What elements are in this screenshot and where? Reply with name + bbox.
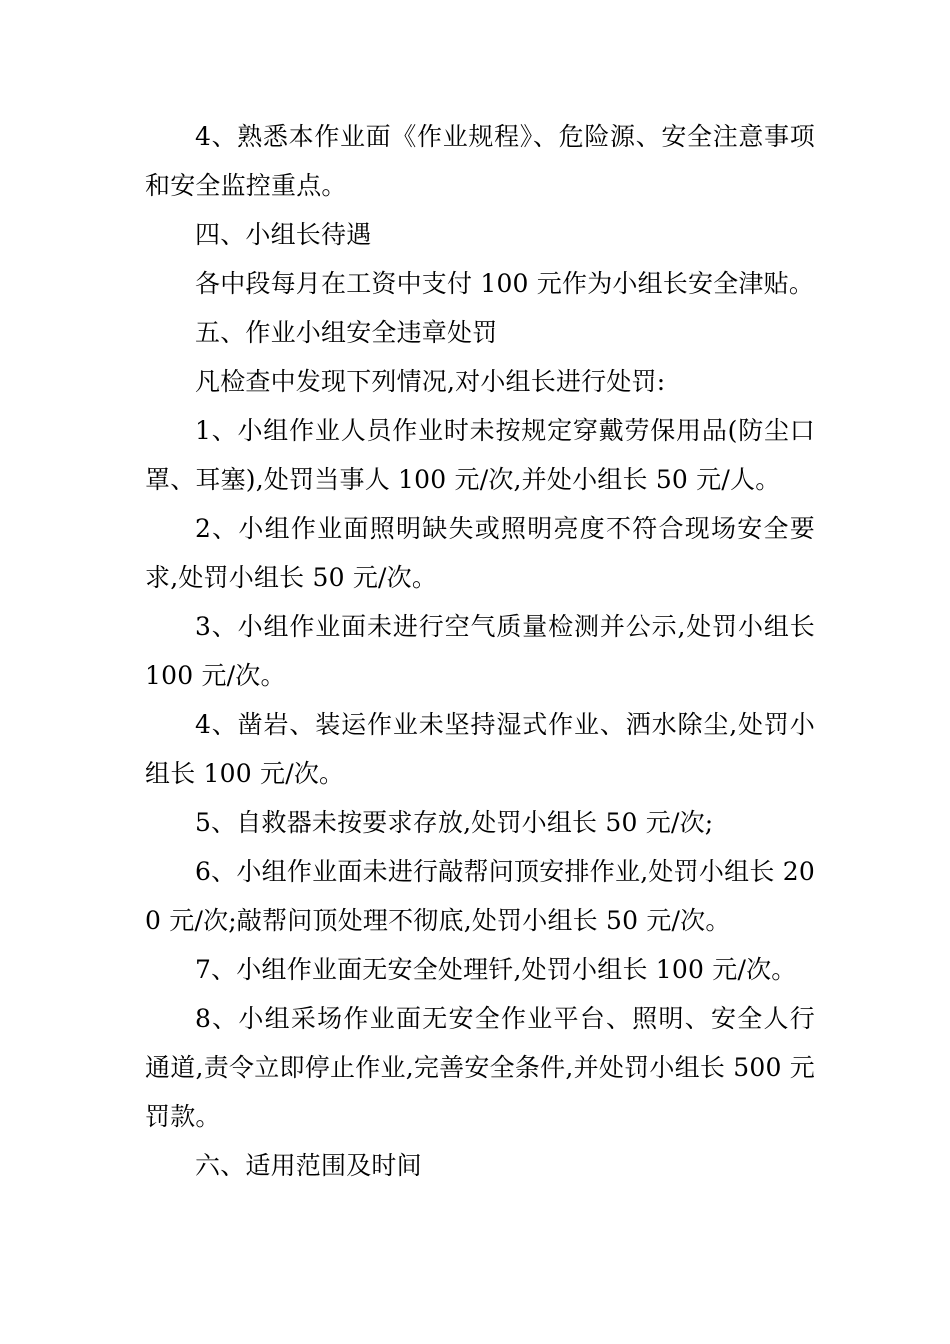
section-heading-treatment: 四、小组长待遇 <box>195 220 372 249</box>
paragraph-penalty-2: 2、小组作业面照明缺失或照明亮度不符合现场安全要求,处罚小组长 50 元/次。 <box>145 514 815 592</box>
paragraph-penalty-1: 1、小组作业人员作业时未按规定穿戴劳保用品(防尘口罩、耳塞),处罚当事人 100 元/次,并处小组长 50 元/人。 <box>145 416 815 494</box>
section-heading-penalties: 五、作业小组安全违章处罚 <box>195 318 498 347</box>
paragraph-penalty-3: 3、小组作业面未进行空气质量检测并公示,处罚小组长 100 元/次。 <box>145 612 815 690</box>
paragraph-penalty-7: 7、小组作业面无安全处理钎,处罚小组长 100 元/次。 <box>195 955 797 984</box>
paragraph-penalty-4: 4、凿岩、装运作业未坚持湿式作业、洒水除尘,处罚小组长 100 元/次。 <box>145 710 815 788</box>
paragraph-penalty-8: 8、小组采场作业面无安全作业平台、照明、安全人行通道,责令立即停止作业,完善安全条件,并处罚小组长 500 元罚款。 <box>145 1004 815 1131</box>
paragraph-penalty-6: 6、小组作业面未进行敲帮问顶安排作业,处罚小组长 200 元/次;敲帮问顶处理不彻底,处罚小组长 50 元/次。 <box>145 857 815 935</box>
paragraph-penalty-5: 5、自救器未按要求存放,处罚小组长 50 元/次; <box>195 808 714 837</box>
document-body <box>145 112 815 1190</box>
paragraph-duty-4: 4、熟悉本作业面《作业规程》、危险源、安全注意事项和安全监控重点。 <box>145 122 815 200</box>
section-heading-scope: 六、适用范围及时间 <box>195 1151 422 1180</box>
paragraph-penalty-intro: 凡检查中发现下列情况,对小组长进行处罚: <box>195 367 666 396</box>
paragraph-allowance: 各中段每月在工资中支付 100 元作为小组长安全津贴。 <box>195 269 815 298</box>
